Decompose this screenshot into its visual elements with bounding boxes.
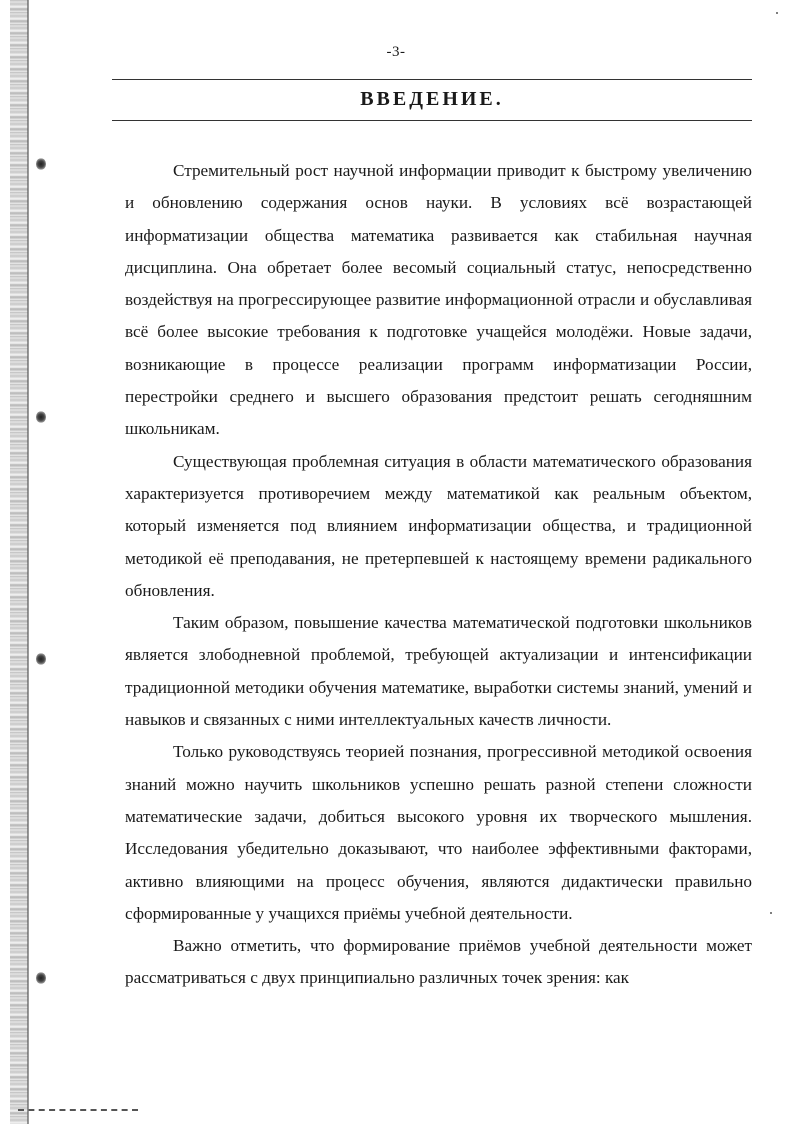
punch-hole-mark: [36, 653, 46, 665]
heading-rule-top: [112, 79, 752, 80]
page-number: -3-: [386, 44, 406, 60]
punch-hole-mark: [36, 158, 46, 170]
heading-rule-bottom: [112, 120, 752, 121]
punch-hole-mark: [36, 411, 46, 423]
paragraph: Существующая проблемная ситуация в области математического образования характеризуется противоречием между математикой как реальным объектом, который изменяется под влиянием информатизации общества, и традиционной методикой её преподавания, не претерпевшей к настоящему времени радикального обновления.: [125, 451, 752, 600]
paragraph: Важно отметить, что формирование приёмов учебной деятельности может рассматриваться с двух принципиально различных точек зрения: как: [125, 936, 752, 988]
paragraph: Только руководствуясь теорией познания, прогрессивной методикой освоения знаний можно научить школьников успешно решать разной степени сложности математические задачи, добиться высокого уровня их творческого мышления. Исследования убедительно доказывают, что наиболее эффективными факторами, активно влияющими на процесс обучения, являются дидактически правильно сформированные у учащихся приёмы учебной деятельности.: [125, 742, 752, 923]
scan-speck: [776, 12, 778, 14]
scan-binding-line: [27, 0, 29, 1124]
scan-bottom-edge: [18, 1109, 138, 1111]
scan-speck: [770, 912, 772, 914]
paragraph: Стремительный рост научной информации приводит к быстрому увеличению и обновлению содержания основ науки. В условиях всё возрастающей информатизации общества математика развивается как стабильная научная дисциплина. Она обретает более весомый социальный статус, непосредственно воздействуя на прогрессирующее развитие информационной отрасли и обуславливая всё более высокие требования к подготовке учащейся молодёжи. Новые задачи, возникающие в процессе реализации программ информатизации России, перестройки среднего и высшего образования предстоит решать сегодняшним школьникам.: [125, 161, 752, 439]
punch-hole-mark: [36, 972, 46, 984]
paragraph: Таким образом, повышение качества математической подготовки школьников является злободневной проблемой, требующей актуализации и интенсификации традиционной методики обучения математике, выработки системы знаний, умений и навыков и связанных с ними интеллектуальных качеств личности.: [125, 613, 752, 730]
body-text: [125, 155, 752, 995]
section-heading: ВВЕДЕНИЕ.: [360, 88, 504, 110]
scan-binding-edge: [10, 0, 28, 1124]
